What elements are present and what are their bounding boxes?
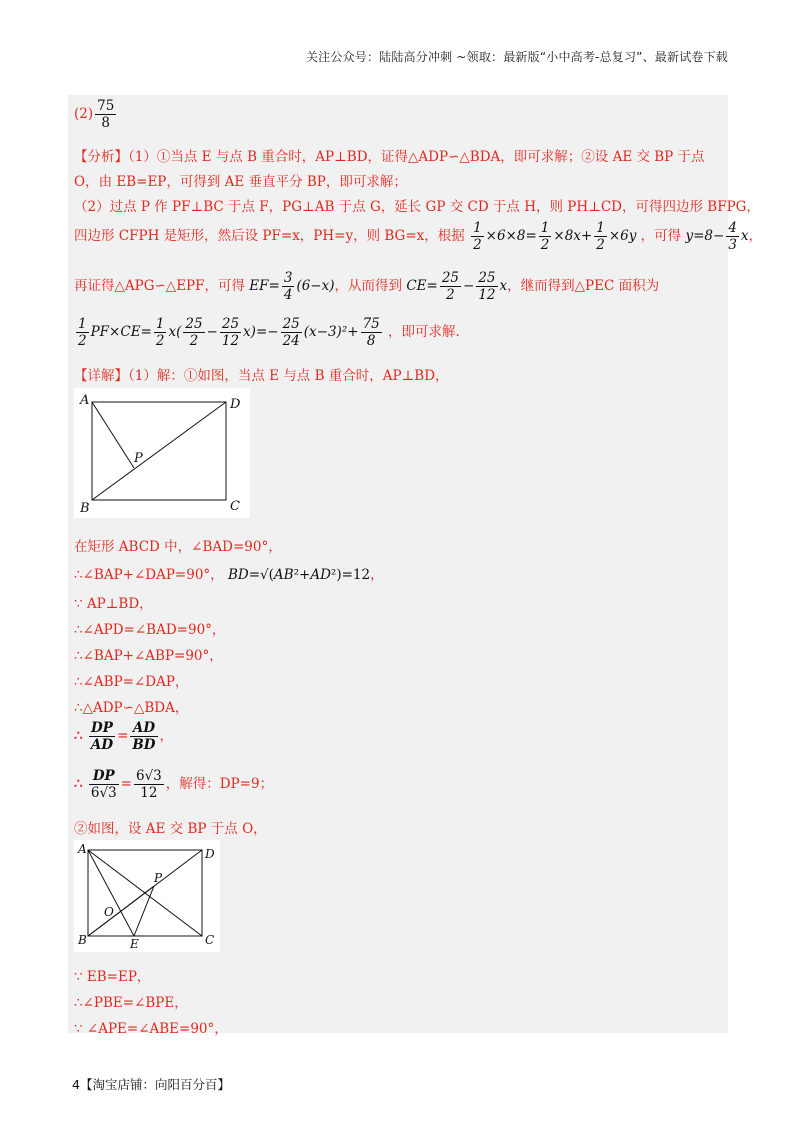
label-p: P [154,871,163,885]
equation-ef: EF= $\frac{3}{4}$ (6−x) [249,270,335,303]
equation-area: $\frac{1}{2}$ ×6×8= $\frac{1}{2}$ ×8x+ $\frac{1}{2}$ ×6y [473,220,637,253]
detail-step-3: ∵ AP⊥BD， [74,596,153,612]
detail-step-8: ∴ $\frac{DP}{AD}$ = $\frac{AD}{BD}$ ， [74,720,174,753]
detail-line-1: 【详解】（1）解：①如图，当点 E 与点 B 重合时，AP⊥BD， [74,368,449,384]
equation-y: y=8− $\frac{4}{3}$ x [685,220,749,253]
detail-step-10: ②如图，设 AE 交 BP 于点 O， [74,821,267,837]
page-footer: 4【淘宝店铺：向阳百分百】 [72,1077,230,1092]
label-c: C [205,933,215,947]
answer-2-fraction: $\frac{75}{8}$ [97,98,115,131]
answer-2 [74,98,118,131]
label-e: E [130,937,139,951]
label-c: C [230,499,240,514]
page-header: 关注公众号：陆陆高分冲刺 ~领取：最新版“小中高考-总复习”、最新试卷下载 [305,50,728,64]
label-p: P [134,451,143,466]
detail-step-9: ∴ $\frac{DP}{6√3}$ = $\frac{6√3}{12}$ ，解得：DP=9； [74,768,274,801]
analysis-line-5: 再证得△APG∽△EPF，可得 EF= $\frac{3}{4}$ (6−x)，从而得到 CE= $\frac{25}{2}$ − $\frac{25}{12}$ x，继而得到△PEC 面积为 [74,270,660,303]
figure-1 [74,388,250,518]
detail-step-6: ∴∠ABP=∠DAP， [74,674,189,690]
analysis-line-2: O，由 EB=EP，可得到 AE 垂直平分 BP，即可求解； [74,174,407,190]
label-b: B [78,933,87,947]
detail-step-7: ∴△ADP∽△BDA， [74,700,189,716]
detail-step-5: ∴∠BAP+∠ABP=90°， [74,648,223,664]
label-a: A [78,842,87,856]
label-a: A [80,393,90,408]
analysis-line-1: 【分析】（1）①当点 E 与点 B 重合时，AP⊥BD，证得△ADP∽△BDA，即可求解；②设 AE 交 BP 于点 [74,149,705,165]
analysis-line-3: （2）过点 P 作 PF⊥BC 于点 F，PG⊥AB 于点 G，延长 GP 交 CD 于点 H，则 PH⊥CD，可得四边形 BFPG， [74,199,760,215]
label-b: B [80,501,90,516]
figure-2 [74,840,220,952]
rectangle-diagram-2 [74,840,220,952]
label-o: O [104,905,114,919]
detail-step-2: ∴∠BAP+∠DAP=90°， BD=√(AB²+AD²)=12， [74,567,384,583]
detail-step-1: 在矩形 ABCD 中，∠BAD=90°， [74,539,282,555]
detail-step-12: ∴∠PBE=∠BPE， [74,995,188,1011]
answer-2-label: (2) [74,106,94,122]
analysis-line-4: 四边形 CFPH 是矩形，然后设 PF=x，PH=y，则 BG=x，根据 $\frac{1}{2}$ ×6×8= $\frac{1}{2}$ ×8x+ $\frac{1}{2}$ ×6y ，可得 y=8− $\frac{4}{3}$ x， [74,220,763,253]
label-d: D [230,397,241,412]
rectangle-diagram-1 [74,388,250,518]
detail-step-4: ∴∠APD=∠BAD=90°， [74,622,226,638]
analysis-line-6: $\frac{1}{2}$ PF×CE= $\frac{1}{2}$ x( $\frac{25}{2}$ − $\frac{25}{12}$ x)=− $\frac{25}{24}$ (x−3)²+ $\frac{75}{8}$ ，即可求解. [74,316,460,349]
equation-area-pec: $\frac{1}{2}$ PF×CE= $\frac{1}{2}$ x( $\frac{25}{2}$ − $\frac{25}{12}$ x)=− $\frac{25}{24}$ (x−3)²+ $\frac{75}{8}$ [78,316,380,349]
equation-ce: CE= $\frac{25}{2}$ − $\frac{25}{12}$ x [406,270,508,303]
detail-step-13: ∵ ∠APE=∠ABE=90°， [74,1021,228,1037]
detail-step-11: ∵ EB=EP， [74,969,151,985]
equation-bd: BD=√(AB²+AD²)=12 [227,567,371,583]
label-d: D [205,847,215,861]
